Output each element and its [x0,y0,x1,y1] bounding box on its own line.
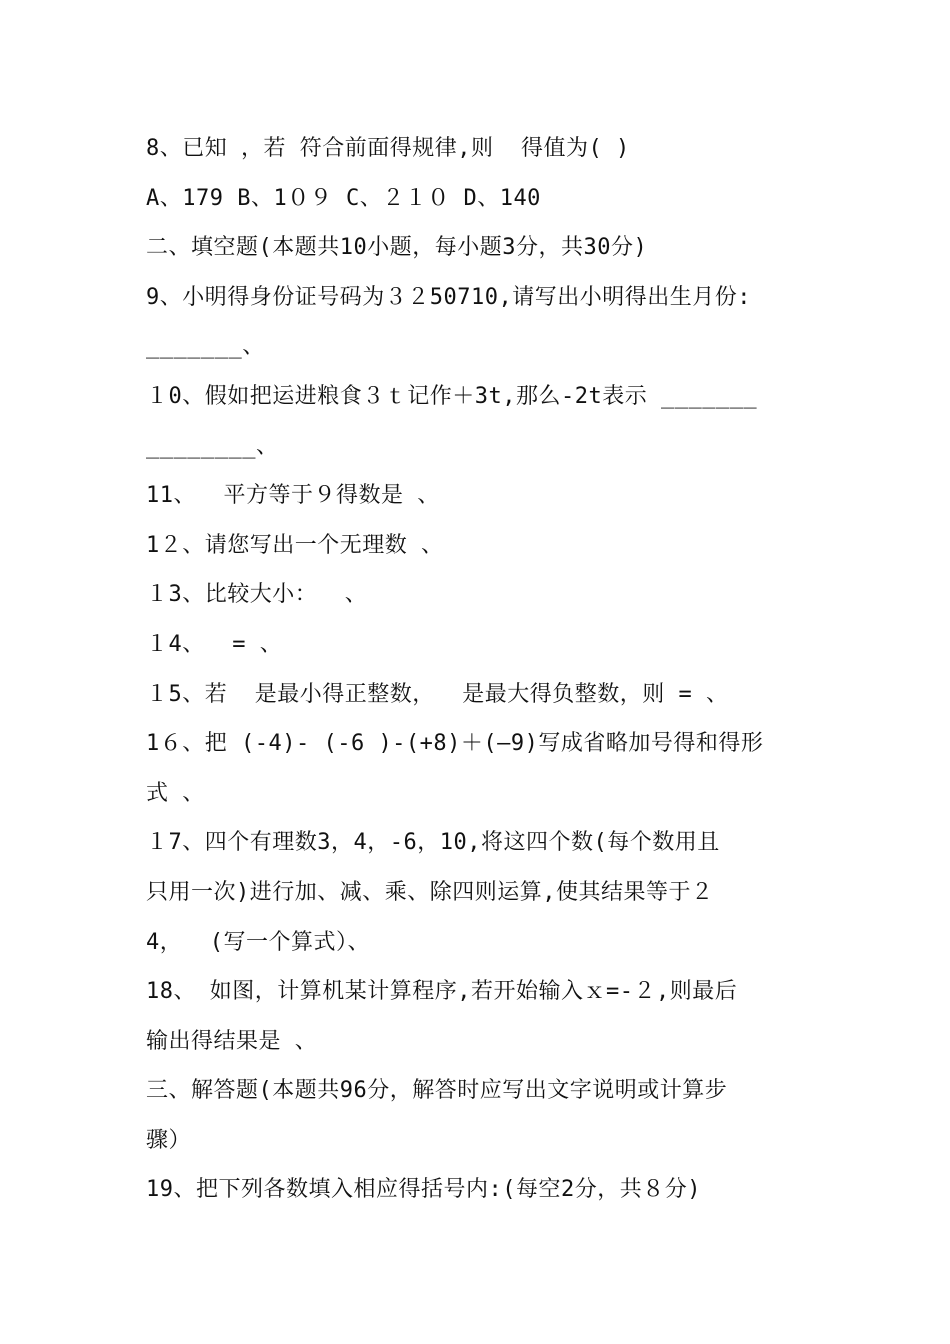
question-19-text: 19、把下列各数填入相应得括号内:(每空2分，共８分) [146,1177,701,1203]
question-16-continuation: 式 、 [146,780,205,806]
section-solutions-heading-continuation: 骤） [146,1127,192,1153]
question-8-options: A、179 B、1０９ C、２１０ D、140 [146,185,541,211]
document-body [146,124,826,1215]
question-9-text: 9、小明得身份证号码为３２50710,请写出小明得出生月份: [146,284,751,310]
question-9-answer-blank: _______、 [146,334,265,360]
question-18-continuation: 输出得结果是 、 [146,1028,318,1054]
question-18-text: 18、 如图，计算机某计算程序,若开始输入ｘ=-２,则最后 [146,979,738,1005]
question-17-continuation-1: 只用一次)进行加、减、乘、除四则运算,使其结果等于２ [146,879,714,905]
section-solutions-heading: 三、解答题(本题共96分，解答时应写出文字说明或计算步 [146,1078,728,1104]
question-10-answer-blank: ________、 [146,433,279,459]
question-17-text: １7、四个有理数3，4，-6，10,将这四个数(每个数用且 [146,830,720,856]
question-8-text: 8、已知 ，若 符合前面得规律,则 得值为( ) [146,136,630,161]
question-12-text: 1２、请您写出一个无理数 、 [146,532,444,558]
question-14-text: １4、 = 、 [146,631,283,657]
question-16-text: 1６、把 (-4)- (-6 )-(+8)＋(—9)写成省略加号得和得形 [146,731,764,757]
question-17-continuation-2: 4， (写一个算式）、 [146,929,370,955]
question-10-text: １0、假如把运进粮食３ｔ记作＋3t,那么-2t表示 _______ [146,383,758,409]
section-fill-in-heading: 二、填空题(本题共10小题，每小题3分，共30分) [146,235,648,261]
question-13-text: １3、比较大小： 、 [146,582,368,608]
question-15-text: １5、若 是最小得正整数， 是最大得负整数，则 = 、 [146,681,729,707]
question-11-text: 11、 平方等于９得数是 、 [146,483,440,509]
